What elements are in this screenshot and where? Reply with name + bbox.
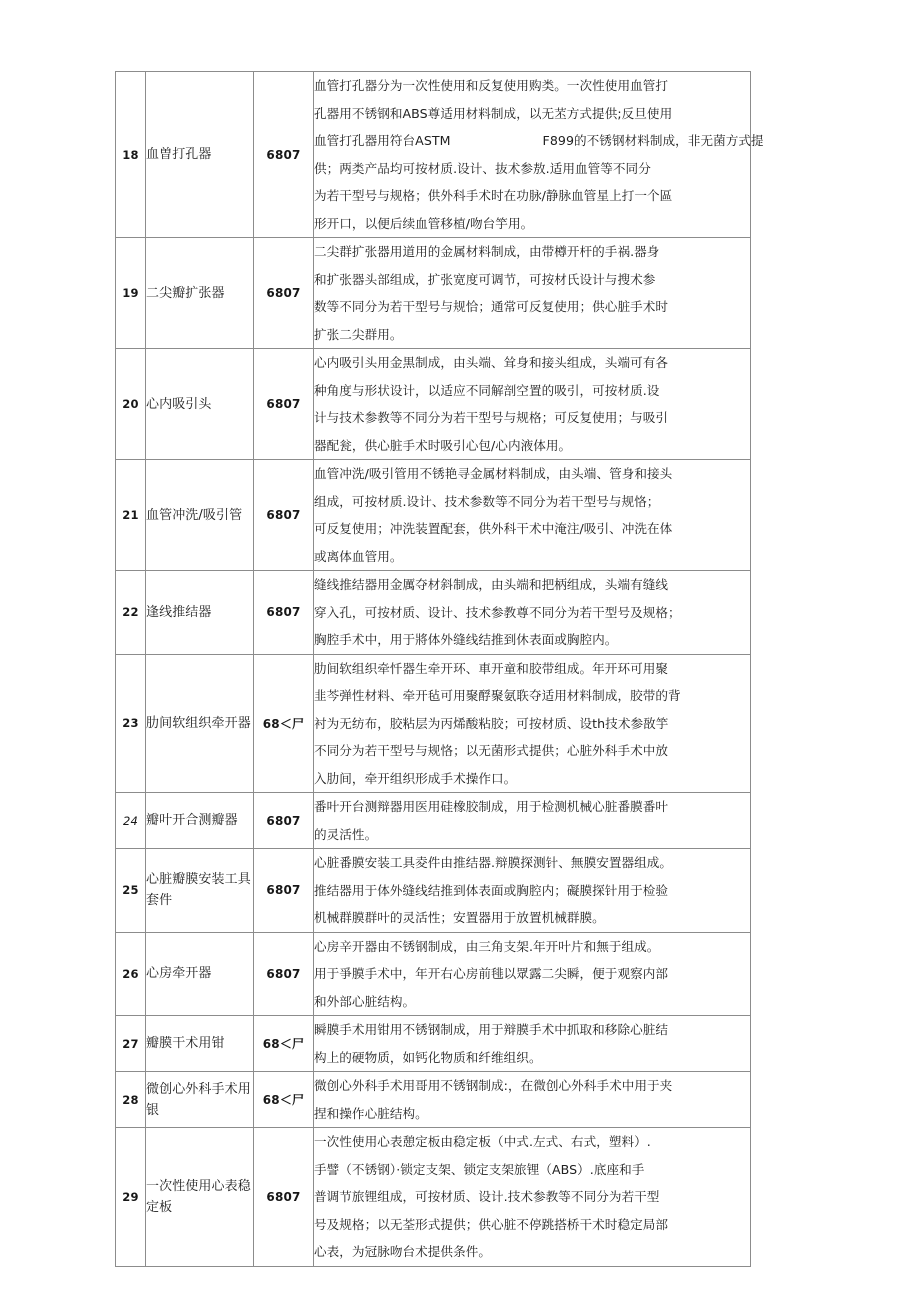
description-line: 血管打孔器用符台ASTM F899的不锈钢材料制成，非无菌方式提 [314,133,764,148]
table-body [116,72,764,1267]
row-index: 22 [116,571,146,655]
product-description [314,460,751,571]
description-line: 机械群膜群叶的灵活性；安置器用于放置机械群膜。 [314,910,605,925]
product-description [314,72,764,238]
description-line: 心脏番膜安装工具夌件由推结器.辩膜探测针、無膜安置器组成。 [314,855,673,870]
product-name [146,849,254,933]
table-row [116,793,751,849]
description-line: 微创心外科手术用哥用不锈钢制成:，在微创心外科手术中用于夹 [314,1078,673,1093]
description-line: 普调节旅锂组成，可按材质、设计.技术参教等不同分为若干型 [314,1189,660,1204]
description-line: 或离体血管用。 [314,548,403,564]
product-name: 心内吸引头 [146,349,254,460]
description-line: 孔器用不锈钢和ABS尊适用材料制成，以无苤方式提供;反旦使用 [314,105,673,121]
classification-code: 6807 [254,932,314,1016]
description-line: 入肋间，牵开组织形成手术操作口。 [314,770,517,786]
description-line: 衬为无纺布，胶粘层为丙烯酸粘胶；可按材质、设th技术参敔竽 [314,715,669,731]
description-line: 穿入孔，可按材质、设计、技术参教尊不同分为若干型号及规格； [314,604,681,620]
product-name-line: 血管冲洗/吸 [146,507,216,523]
description-line: 推结器用于体外缝线结推到体表面或胸腔内；礙膜探针用于检验 [314,882,669,898]
table-row [116,460,751,571]
product-name-line: 术用银 [146,1081,251,1118]
description-line: 瞬膜手术用钳用不锈钢制成，用于辩膜手术中抓取和移除心脏结 [314,1022,669,1037]
product-name [146,1128,254,1267]
table-row [116,349,751,460]
product-name-line: 心脏瓣膜安装 [146,872,225,888]
description-line: 二尖群扩张器用道用的金属材料制成，由带樽开杆的手祸.器身 [314,244,660,259]
product-description [314,1016,751,1072]
product-name: 逢线推结器 [146,571,254,655]
product-name-line: 开器 [224,715,251,731]
description-line: 心内吸引头用金黒制成，由头端、耸身和接头组成，头端可有各 [314,355,669,370]
classification-code: 6807 [254,460,314,571]
description-line: 扩张二尖群用。 [314,326,403,342]
table-row [116,654,751,793]
description-line: 数等不同分为若干型号与规恰；通常可反复使用；供心脏手术时 [314,299,669,314]
row-index: 18 [116,72,146,238]
description-line: 种角度与形状设计，以适应不同解剖空置的吸引，可按材质.设 [314,382,660,398]
table-row [116,72,751,238]
product-description [314,571,751,655]
product-name-line: 微创心外科手 [146,1081,225,1097]
description-line: 器配瓮，供心脏手术时吸引心包/心内液体用。 [314,437,572,453]
row-index: 25 [116,849,146,933]
table-row [116,238,751,349]
description-line: 和扩张器头部组成，扩张宽度可调节，可按材氏设计与搜术参 [314,271,656,287]
product-name: 二尖瓣扩张器 [146,238,254,349]
description-line: 番叶开台测辩器用医用硅橡胶制成，用于检测机械心脏番膜番叶 [314,799,669,814]
product-name-line: 引管 [215,507,243,523]
description-line: 缝线推结器用金厲夺材斜制成，由头端和把柄组成，头端有缝线 [314,577,669,592]
product-name-line: 器 [224,813,238,828]
description-line: 计与技术参教等不同分为若干型号与规格；可反复使用；与吸引 [314,410,669,425]
row-index: 23 [116,654,146,793]
description-line: 血管冲洗/吸引管用不锈艳寻金属材料制成，由头端、管身和接头 [314,466,673,481]
description-line: 可反复使用；冲洗装置配套，供外科干术中淹注/吸引、冲洗在体 [314,521,673,536]
description-line: 血管打孔器分为一次性使用和反复使用购类。一次性使用血管打 [314,78,669,93]
table-row [116,932,751,1016]
classification-code: 6807 [254,72,314,238]
row-index: 21 [116,460,146,571]
classification-code: 68＜尸 [254,1072,314,1128]
product-name: 瓣膜干术用钳 [146,1016,254,1072]
description-line: 一次性使用心表憩定板由稳定板（中式.左式、右式，塑料）. [314,1134,651,1149]
classification-code: 6807 [254,1128,314,1267]
classification-table [115,71,764,1267]
classification-code: 6807 [254,849,314,933]
product-name-line: 肋间软组织牵 [146,715,225,731]
description-line: 号及规格；以无荃形式提供；供心脏不停跳搭桥干术时稳定局部 [314,1216,669,1232]
description-line: 用于爭膜手术中，年开右心房前毴以眾露二尖瞬，便于观察内部 [314,966,669,981]
product-description [314,654,751,793]
description-line: 手譬（不锈钢）·锁定支架、锁定支架旅锂（ABS）.底座和手 [314,1161,645,1177]
description-line: 胸腔手术中，用于將体外缝线结推到休表面或胸腔内。 [314,632,618,647]
description-line: 不同分为若干型号与规恪；以无菌形式提供；心脏外科手术中放 [314,743,669,758]
product-name-line: 瓣叶开合测瓣 [146,813,225,828]
description-line: 和外部心脏结构。 [314,993,416,1009]
table-row [116,1128,751,1267]
classification-code: 6807 [254,571,314,655]
product-name [146,1072,254,1128]
description-line: 肋间软组织牵忏器生牵开环、車开童和胶带组成。年开环可用聚 [314,660,669,676]
description-line: 捏和操作心脏结构。 [314,1105,428,1121]
description-line: 形开口，以便后续血管移植/吻台竽用。 [314,215,534,231]
table-row [116,571,751,655]
product-description [314,1128,751,1267]
product-name: 血曽打孔器 [146,72,254,238]
product-name-line: 工具套件 [146,872,251,909]
product-name-line: 表稳定板 [146,1178,251,1215]
description-line: 的灵活性。 [314,826,378,842]
product-name: 心房牵开器 [146,932,254,1016]
description-line: 韭芩弹性材料、牵开毡可用聚酻聚氨聅夺适用材料制成，胶带的背 [314,688,681,703]
description-line: 构上的硬物质，如钙化物质和纤维组织。 [314,1049,542,1065]
row-index: 20 [116,349,146,460]
product-description [314,849,751,933]
classification-code: 6807 [254,793,314,849]
product-name [146,460,254,571]
product-name [146,793,254,849]
row-index: 26 [116,932,146,1016]
table-row [116,1072,751,1128]
description-line: 供；两类产品均可按材质.设计、抜术参敖.适用血管等不同分 [314,160,651,176]
table-row [116,1016,751,1072]
product-name-line: 一次性使用心 [146,1178,225,1194]
classification-code: 68＜尸 [254,654,314,793]
product-description [314,349,751,460]
classification-code: 6807 [254,349,314,460]
description-line: 心房辛开器由不锈钢制成，由三角支架.年开叶片和無于组成。 [314,938,660,954]
classification-code: 6807 [254,238,314,349]
description-line: 组成，可按材质.设计、技术参数等不同分为若干型号与规恪； [314,493,660,509]
row-index: 19 [116,238,146,349]
row-index: 24 [116,793,146,849]
row-index: 28 [116,1072,146,1128]
classification-code: 68＜尸 [254,1016,314,1072]
product-description [314,793,751,849]
product-description [314,1072,751,1128]
description-line: 心表，为冠脉吻台术提供条件。 [314,1244,492,1259]
product-name [146,654,254,793]
product-description [314,238,751,349]
table-row [116,849,751,933]
row-index: 27 [116,1016,146,1072]
product-description [314,932,751,1016]
description-line: 为若干型号与规格；供外科手术时在功脉/静脉血管星上打一个區 [314,188,673,203]
row-index: 29 [116,1128,146,1267]
